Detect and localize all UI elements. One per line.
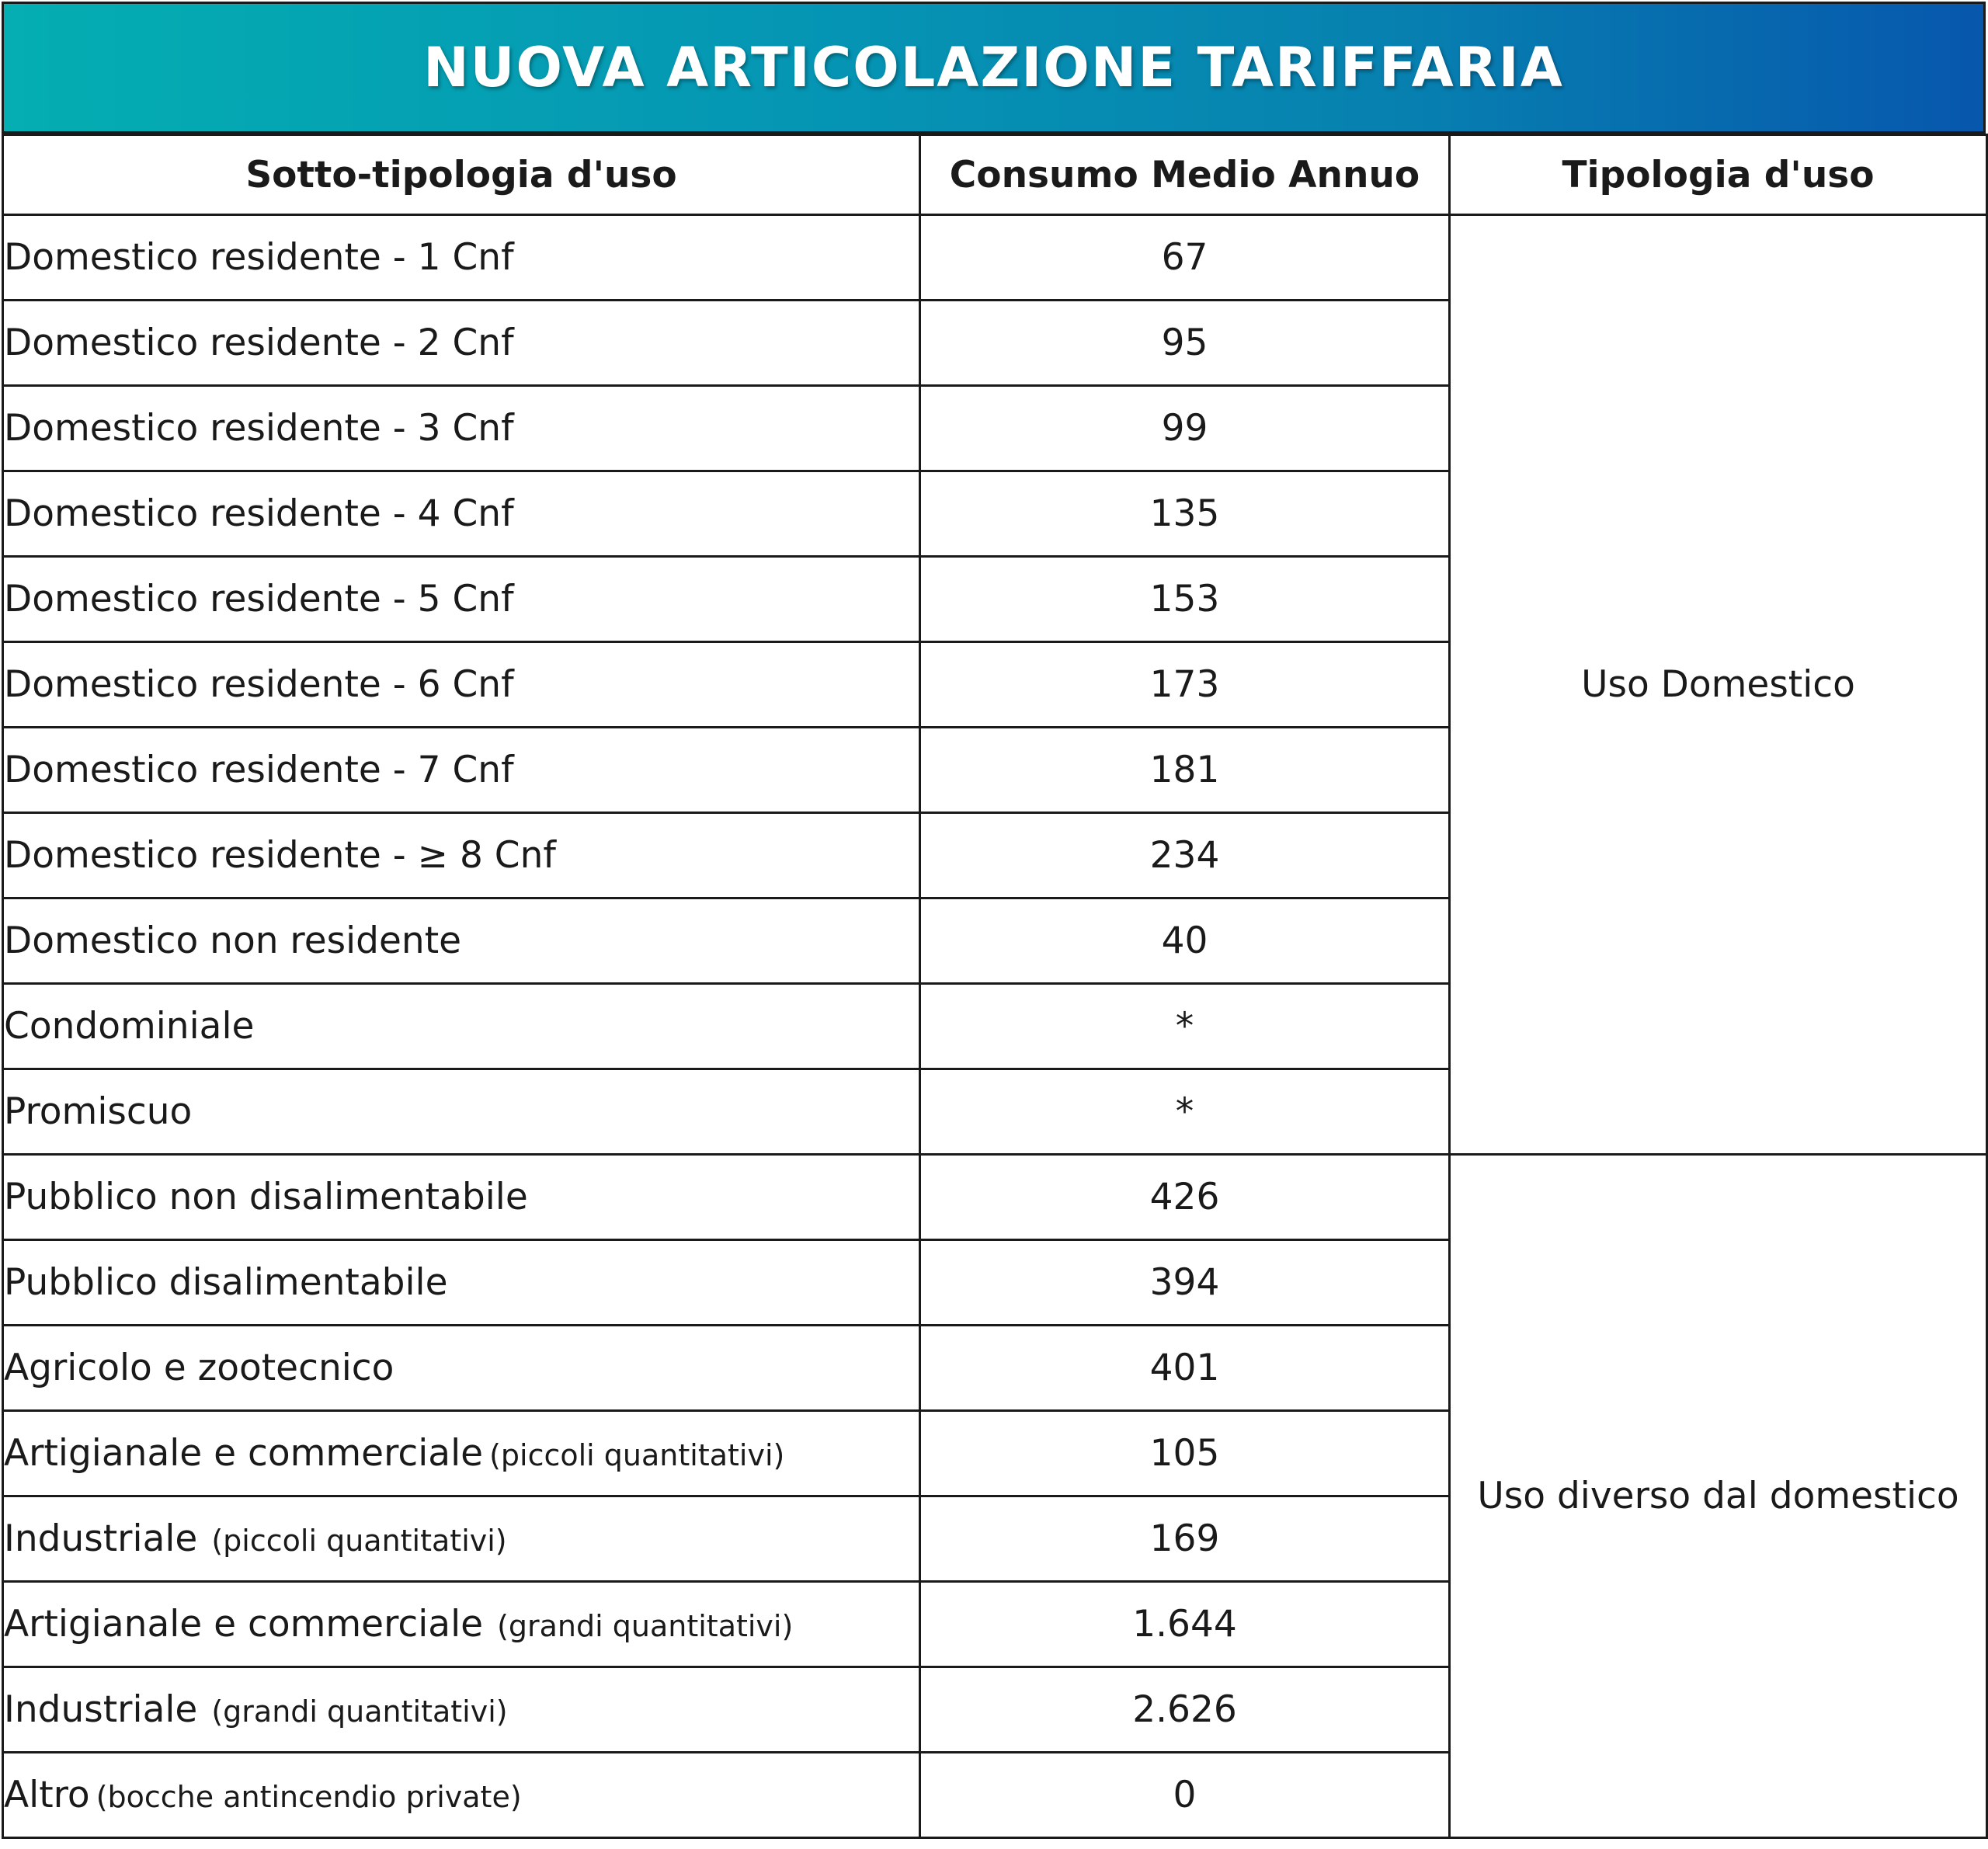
consumption-cell: 0 xyxy=(920,1753,1450,1838)
table-row xyxy=(3,1155,1987,1240)
sub-type-cell xyxy=(3,813,920,898)
consumption-cell: 234 xyxy=(920,813,1450,898)
consumption-cell: 181 xyxy=(920,728,1450,813)
consumption-cell: 105 xyxy=(920,1411,1450,1496)
sub-type-cell xyxy=(3,642,920,728)
sub-type-label: Domestico residente - 4 Cnf xyxy=(4,492,514,535)
consumption-cell: 2.626 xyxy=(920,1667,1450,1753)
sub-type-label: Promiscuo xyxy=(4,1090,193,1133)
sub-type-label: Domestico residente - 7 Cnf xyxy=(4,749,514,791)
sub-type-label: Domestico non residente xyxy=(4,919,462,962)
sub-type-cell xyxy=(3,301,920,386)
sub-type-note: (piccoli quantitativi) xyxy=(211,1524,507,1558)
consumption-cell: 99 xyxy=(920,386,1450,471)
sub-type-cell xyxy=(3,557,920,642)
sub-type-cell xyxy=(3,1069,920,1155)
sub-type-cell xyxy=(3,1753,920,1838)
sub-type-cell xyxy=(3,984,920,1069)
table-row xyxy=(3,215,1987,301)
sub-type-label: Pubblico disalimentabile xyxy=(4,1261,448,1304)
sub-type-cell xyxy=(3,1496,920,1582)
sub-type-label: Domestico residente - 5 Cnf xyxy=(4,578,514,620)
sub-type-label: Domestico residente - 6 Cnf xyxy=(4,663,514,706)
consumption-cell: 95 xyxy=(920,301,1450,386)
tariff-table xyxy=(2,134,1988,1839)
sub-type-label: Altro xyxy=(4,1774,90,1816)
consumption-cell: 394 xyxy=(920,1240,1450,1326)
consumption-cell: 426 xyxy=(920,1155,1450,1240)
sub-type-cell xyxy=(3,1582,920,1667)
header-sub-type: Sotto-tipologia d'uso xyxy=(3,135,920,215)
sub-type-cell xyxy=(3,1667,920,1753)
page-title: NUOVA ARTICOLAZIONE TARIFFARIA xyxy=(423,36,1564,99)
sub-type-cell xyxy=(3,1155,920,1240)
usage-type-domestic: Uso Domestico xyxy=(1450,215,1987,1155)
sub-type-cell xyxy=(3,1411,920,1496)
sub-type-cell xyxy=(3,898,920,984)
sub-type-label: Domestico residente - 2 Cnf xyxy=(4,321,514,364)
header-consumption: Consumo Medio Annuo xyxy=(920,135,1450,215)
sub-type-cell xyxy=(3,1240,920,1326)
sub-type-label: Artigianale e commerciale xyxy=(4,1432,484,1475)
consumption-cell: 173 xyxy=(920,642,1450,728)
sub-type-label: Industriale xyxy=(4,1688,198,1731)
sub-type-cell xyxy=(3,1326,920,1411)
sub-type-note: (bocche antincendio private) xyxy=(96,1780,522,1814)
sub-type-label: Pubblico non disalimentabile xyxy=(4,1176,528,1218)
consumption-cell: 401 xyxy=(920,1326,1450,1411)
sub-type-note: (grandi quantitativi) xyxy=(211,1694,508,1729)
header-row xyxy=(3,135,1987,215)
usage-type-non-domestic: Uso diverso dal domestico xyxy=(1450,1155,1987,1838)
sub-type-cell xyxy=(3,728,920,813)
consumption-cell: * xyxy=(920,1069,1450,1155)
sub-type-note: (piccoli quantitativi) xyxy=(489,1438,785,1472)
sub-type-note: (grandi quantitativi) xyxy=(497,1609,794,1643)
consumption-cell: 1.644 xyxy=(920,1582,1450,1667)
sub-type-label: Domestico residente - ≥ 8 Cnf xyxy=(4,834,556,877)
consumption-cell: 169 xyxy=(920,1496,1450,1582)
sub-type-label: Agricolo e zootecnico xyxy=(4,1347,394,1389)
sub-type-cell xyxy=(3,471,920,557)
sub-type-label: Domestico residente - 3 Cnf xyxy=(4,407,514,450)
title-banner xyxy=(2,2,1986,134)
consumption-cell: 67 xyxy=(920,215,1450,301)
sub-type-label: Domestico residente - 1 Cnf xyxy=(4,236,514,279)
sub-type-label: Condominiale xyxy=(4,1005,255,1048)
consumption-cell: 153 xyxy=(920,557,1450,642)
header-usage-type: Tipologia d'uso xyxy=(1450,135,1987,215)
sub-type-label: Artigianale e commerciale xyxy=(4,1603,484,1646)
sub-type-label: Industriale xyxy=(4,1517,198,1560)
consumption-cell: 135 xyxy=(920,471,1450,557)
consumption-cell: 40 xyxy=(920,898,1450,984)
consumption-cell: * xyxy=(920,984,1450,1069)
sub-type-cell xyxy=(3,215,920,301)
sub-type-cell xyxy=(3,386,920,471)
